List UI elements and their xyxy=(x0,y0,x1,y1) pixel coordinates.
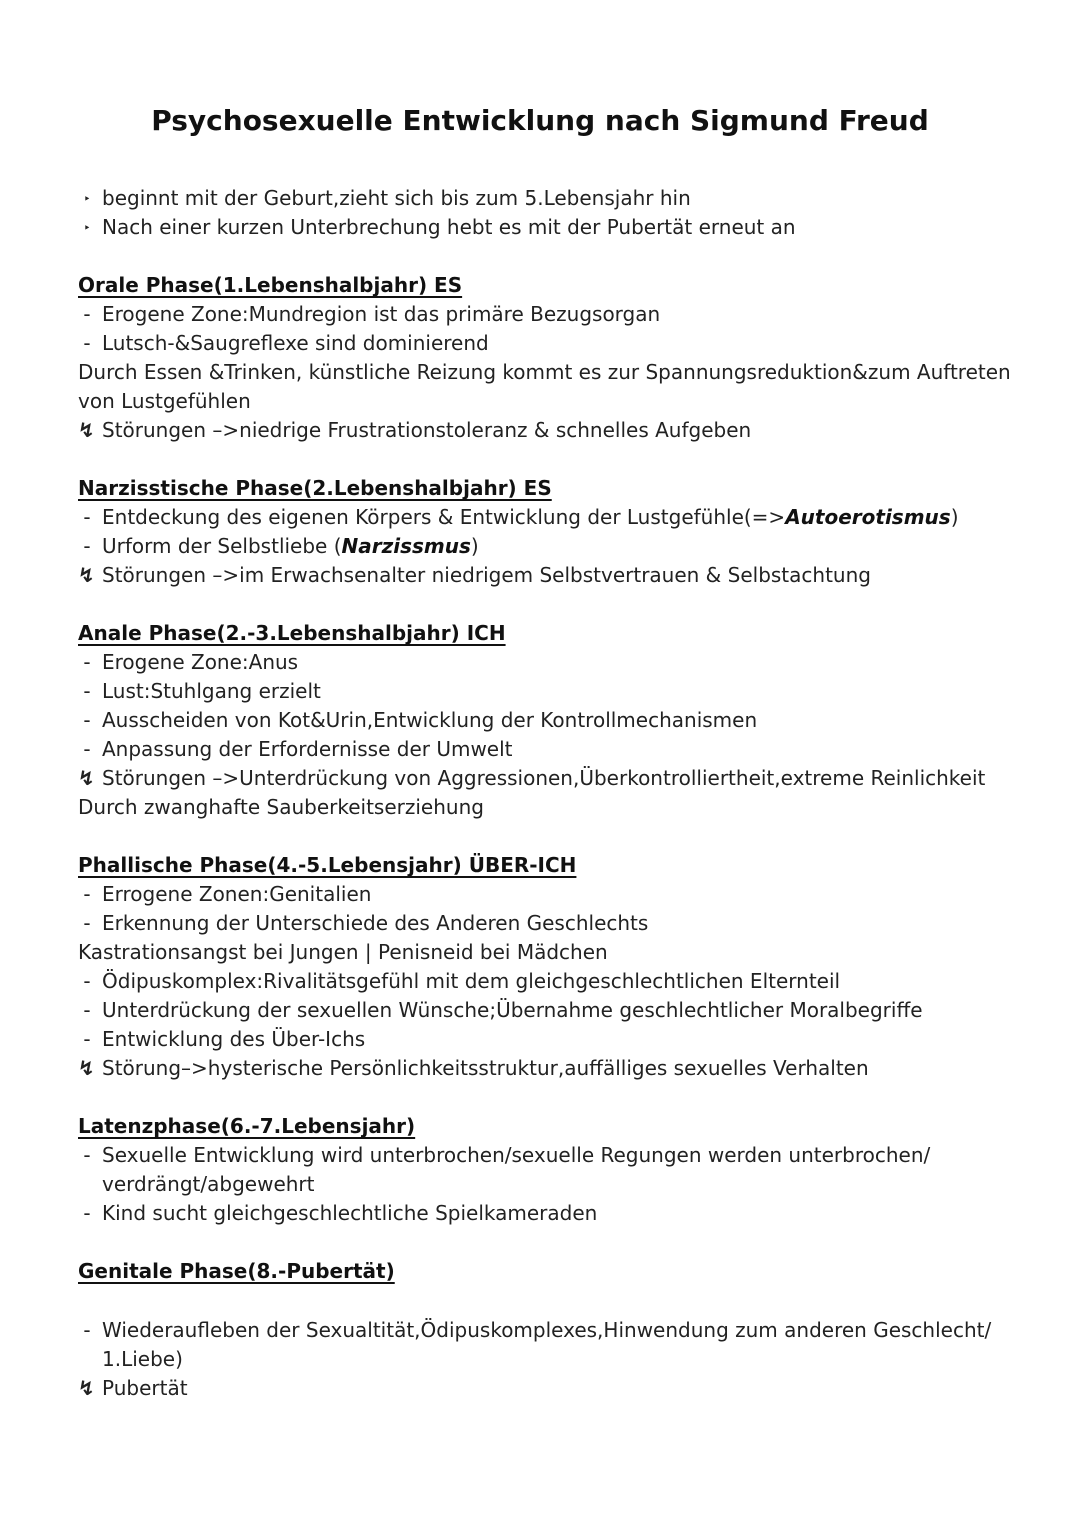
bullet-marker: ‣ xyxy=(83,221,91,235)
page-title: Psychosexuelle Entwicklung nach Sigmund Freud xyxy=(151,104,929,137)
dash-marker: - xyxy=(83,737,91,761)
dash-marker: - xyxy=(83,998,91,1022)
emphasized-term: Narzissmus xyxy=(341,534,471,558)
dash-marker: - xyxy=(83,1143,91,1167)
section-heading-genital: Genitale Phase(8.-Pubertät) xyxy=(78,1259,395,1283)
dash-marker: - xyxy=(83,708,91,732)
bullet-marker: ‣ xyxy=(83,192,91,206)
dash-marker: - xyxy=(83,1318,91,1342)
dash-marker: - xyxy=(83,534,91,558)
section-heading-oral: Orale Phase(1.Lebenshalbjahr) ES xyxy=(78,273,463,297)
lightning-icon: ↯ xyxy=(78,418,95,442)
lightning-icon: ↯ xyxy=(78,1056,95,1080)
section-heading-phallic: Phallische Phase(4.-5.Lebensjahr) ÜBER-ICH xyxy=(78,853,577,877)
lightning-icon: ↯ xyxy=(78,1376,95,1400)
document-page: Psychosexuelle Entwicklung nach Sigmund Freud ‣ beginnt mit der Geburt,zieht sich bis zum 5.Lebensjahr hin ‣ Nach einer kurzen Unterbrechung hebt es mit der Pubertät erneut an Orale Phase(1.Lebenshalbjahr) ES - Erogene Zone:Mundregion ist das primäre Bezugsorgan - Lutsch-&Saugreflexe sind dominierend Durch Essen &Trinken, künstliche Reizung kommt es zur Spannungsreduktion&zum Auftreten von Lustgefühlen ↯ Störungen –>niedrige Frustrationstoleranz & schnelles Aufgeben Narzisstische Phase(2.Lebenshalbjahr) ES - Entdeckung des eigenen Körpers & Entwicklung der Lustgefühle(=>Autoerotismus) - Urform der Selbstliebe (Narzissmus) ↯ Störungen –>im Erwachsenalter niedrigem Selbstvertrauen & Selbstachtung Anale Phase(2.-3.Lebenshalbjahr) ICH - Erogene Zone:Anus - Lust:Stuhlgang erzielt - Ausscheiden von Kot&Urin,Entwicklung der Kontrollmechanismen - Anpassung der Erfordernisse der Umwelt ↯ Störungen –>Unterdrückung von Aggressionen,Überkontrolliertheit,extreme Reinlichkeit Durch zwanghafte Sauberkeitserziehung Phallische Phase(4.-5.Lebensjahr) ÜBER-ICH - Errogene Zonen:Genitalien - Erkennung der Unterschiede des Anderen Geschlechts Kastrationsangst bei Jungen | Penisneid bei Mädchen - Ödipuskomplex:Rivalitätsgefühl mit dem gleichgeschlechtlichen Elternteil - Unterdrückung der sexuellen Wünsche;Übernahme geschlechtlicher Moralbegriffe - Entwicklung des Über-Ichs ↯ Störung–>hysterische Persönlichkeitsstruktur,auffälliges sexuelles Verhalten Latenzphase(6.-7.Lebensjahr) - Sexuelle Entwicklung wird unterbrochen/sexuelle Regungen werden unterbrochen/ verdrängt/abgewehrt - Kind sucht gleichgeschlechtliche Spielkameraden Genitale Phase(8.-Pubertät) - Wiederaufleben der Sexualtität,Ödipuskomplexes,Hinwendung zum anderen Geschlecht/ 1.Liebe) ↯ Pubertät xyxy=(0,0,1080,1527)
dash-marker: - xyxy=(83,505,91,529)
section-heading-anal: Anale Phase(2.-3.Lebenshalbjahr) ICH xyxy=(78,621,506,645)
dash-marker: - xyxy=(83,911,91,935)
lightning-icon: ↯ xyxy=(78,563,95,587)
dash-marker: - xyxy=(83,331,91,355)
dash-marker: - xyxy=(83,302,91,326)
dash-marker: - xyxy=(83,969,91,993)
dash-marker: - xyxy=(83,1201,91,1225)
dash-marker: - xyxy=(83,1027,91,1051)
dash-marker: - xyxy=(83,679,91,703)
dash-marker: - xyxy=(83,882,91,906)
dash-marker: - xyxy=(83,650,91,674)
section-heading-narcissistic: Narzisstische Phase(2.Lebenshalbjahr) ES xyxy=(78,476,552,500)
section-heading-latency: Latenzphase(6.-7.Lebensjahr) xyxy=(78,1114,416,1138)
emphasized-term: Autoerotismus xyxy=(785,505,951,529)
lightning-icon: ↯ xyxy=(78,766,95,790)
